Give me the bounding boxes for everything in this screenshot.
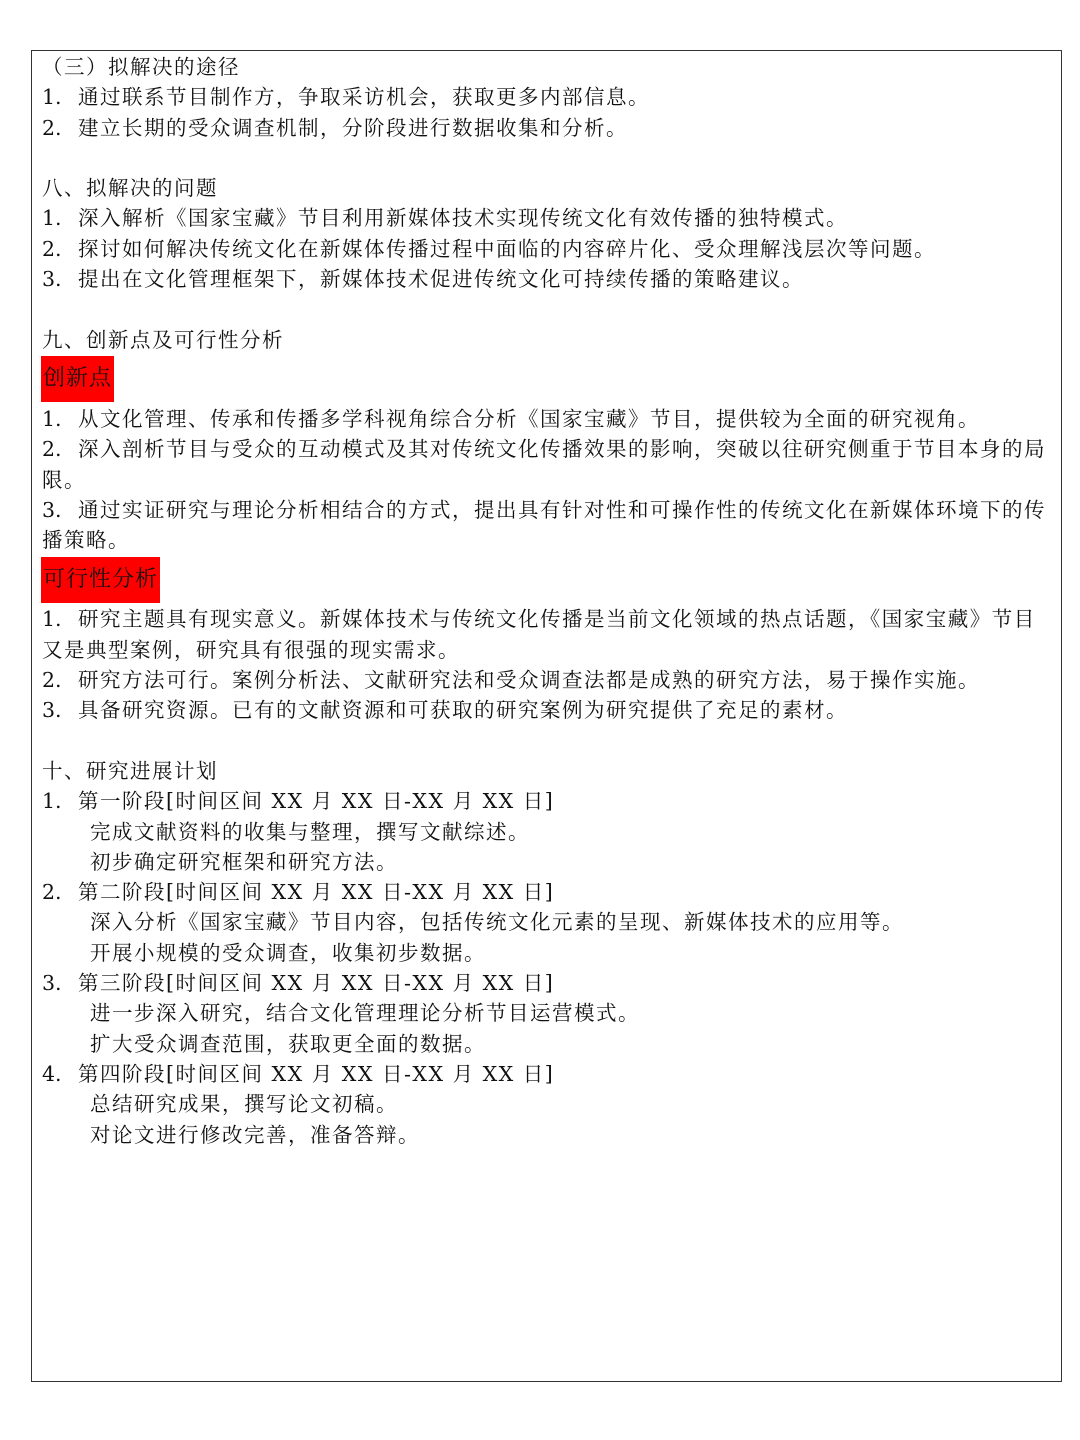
spacer: [42, 726, 1054, 756]
item-text: 探讨如何解决传统文化在新媒体传播过程中面临的内容碎片化、受众理解浅层次等问题。: [78, 236, 936, 261]
section-3-title: （三）拟解决的途径: [42, 55, 240, 79]
stage-1-task-2: 初步确定研究框架和研究方法。: [90, 849, 398, 874]
stage-4-task-1: 总结研究成果，撰写论文初稿。: [90, 1092, 398, 1117]
innovation-label: 创新点: [41, 356, 114, 402]
stage-3-task-1: 进一步深入研究，结合文化管理理论分析节目运营模式。: [90, 1001, 640, 1026]
section-9-title: 九、创新点及可行性分析: [42, 327, 284, 352]
spacer: [42, 143, 1054, 173]
stage-1-title: [42, 786, 1054, 816]
stage-4-task-2: 对论文进行修改完善，准备答辩。: [90, 1122, 420, 1147]
item-text: 从文化管理、传承和传播多学科视角综合分析《国家宝藏》节目，提供较为全面的研究视角。: [78, 406, 980, 431]
item-text: 深入剖析节目与受众的互动模式及其对传统文化传播效果的影响，突破以往研究侧重于节目本身的局限。: [42, 437, 1046, 492]
innovation-item-3: [42, 495, 1054, 556]
section-3-item-1: [42, 82, 1054, 112]
item-number: 3.: [42, 698, 62, 723]
innovation-item-1: [42, 404, 1054, 434]
item-text: 研究方法可行。案例分析法、文献研究法和受众调查法都是成熟的研究方法，易于操作实施。: [78, 668, 980, 693]
item-text: 提出在文化管理框架下，新媒体技术促进传统文化可持续传播的策略建议。: [78, 267, 804, 292]
item-number: 2.: [42, 880, 62, 905]
item-text: 通过联系节目制作方，争取采访机会，获取更多内部信息。: [78, 85, 650, 110]
section-8-item-2: [42, 234, 1054, 264]
item-text: 通过实证研究与理论分析相结合的方式，提出具有针对性和可操作性的传统文化在新媒体环境下的传播策略。: [42, 497, 1046, 553]
document-content: [42, 52, 1054, 1150]
item-number: 2.: [42, 236, 62, 261]
innovation-heading: [41, 355, 1054, 404]
feasibility-heading: [41, 555, 1054, 604]
item-number: 4.: [42, 1061, 62, 1086]
stage-title-text: 第二阶段[时间区间 XX 月 XX 日-XX 月 XX 日]: [78, 880, 555, 905]
item-number: 1.: [42, 206, 62, 231]
feasibility-item-2: [42, 665, 1054, 695]
stage-1-task-1: 完成文献资料的收集与整理，撰写文献综述。: [90, 819, 530, 844]
item-number: 1.: [42, 789, 62, 814]
item-text: 建立长期的受众调查机制，分阶段进行数据收集和分析。: [78, 115, 628, 140]
item-number: 3.: [42, 971, 62, 996]
stage-title-text: 第一阶段[时间区间 XX 月 XX 日-XX 月 XX 日]: [78, 789, 555, 814]
item-text: 深入解析《国家宝藏》节目利用新媒体技术实现传统文化有效传播的独特模式。: [78, 206, 848, 231]
item-number: 3.: [42, 497, 62, 522]
feasibility-label: 可行性分析: [41, 557, 160, 603]
stage-2-task-2: 开展小规模的受众调查，收集初步数据。: [90, 940, 486, 965]
item-number: 1.: [42, 85, 62, 110]
innovation-item-2: [42, 434, 1054, 495]
section-3-item-2: [42, 113, 1054, 143]
feasibility-item-3: [42, 695, 1054, 725]
stage-3-title: [42, 968, 1054, 998]
section-8-item-1: [42, 203, 1054, 233]
item-number: 2.: [42, 115, 62, 140]
item-number: 2.: [42, 668, 62, 693]
feasibility-item-1: [42, 604, 1054, 665]
item-text: 研究主题具有现实意义。新媒体技术与传统文化传播是当前文化领域的热点话题，《国家宝藏》节目又是典型案例，研究具有很强的现实需求。: [42, 607, 1036, 662]
stage-4-title: [42, 1059, 1054, 1089]
item-text: 具备研究资源。已有的文献资源和可获取的研究案例为研究提供了充足的素材。: [78, 698, 848, 723]
item-number: 1.: [42, 607, 62, 632]
item-number: 3.: [42, 267, 62, 292]
item-number: 1.: [42, 406, 62, 431]
section-8-title: 八、拟解决的问题: [42, 176, 218, 201]
spacer: [42, 294, 1054, 324]
stage-3-task-2: 扩大受众调查范围，获取更全面的数据。: [90, 1031, 486, 1056]
item-number: 2.: [42, 437, 62, 462]
section-10-title: 十、研究进展计划: [42, 758, 218, 783]
stage-2-title: [42, 877, 1054, 907]
section-8-item-3: [42, 264, 1054, 294]
stage-title-text: 第三阶段[时间区间 XX 月 XX 日-XX 月 XX 日]: [78, 971, 555, 996]
stage-2-task-1: 深入分析《国家宝藏》节目内容，包括传统文化元素的呈现、新媒体技术的应用等。: [90, 910, 904, 935]
stage-title-text: 第四阶段[时间区间 XX 月 XX 日-XX 月 XX 日]: [78, 1061, 555, 1086]
